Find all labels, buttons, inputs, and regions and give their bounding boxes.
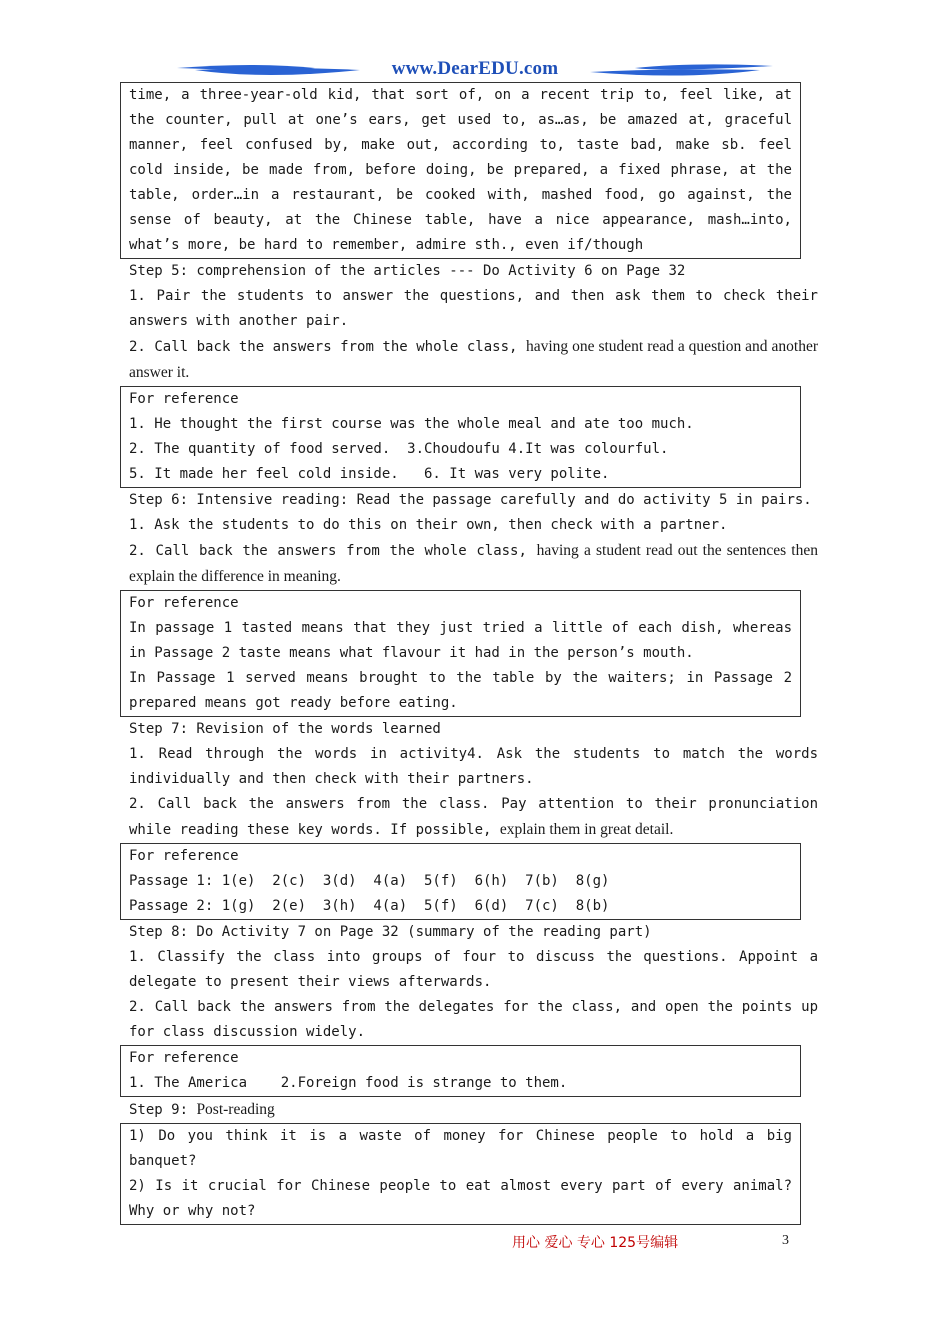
step5-title: Step 5: comprehension of the articles --- Do Activity 6 on Page 32 xyxy=(129,263,686,279)
reference-heading: For reference xyxy=(129,595,239,611)
step7-reference-box xyxy=(120,843,801,920)
step5-reference-box xyxy=(120,386,801,488)
vocabulary-text: time, a three-year-old kid, that sort of, on a recent trip to, feel like, at the counter, pull at one’s ears, get used to, as…as, be amazed at, graceful manner, feel confused by, make out, according to, taste bad, make sb. feel cold inside, be made from, before doing, be prepared, a fixed phrase, at the table, order…in a restaurant, be cooked with, mashed food, go against, the sense of beauty, at the Chinese table, have a nice appearance, mash…into, what’s more, be hard to remember, admire sth., even if/though xyxy=(129,87,792,253)
reference-answer: 1. He thought the first course was the whole meal and ate too much. xyxy=(129,416,694,432)
reference-answer: 2. The quantity of food served. 3.Choudoufu 4.It was colourful. xyxy=(129,441,669,457)
step7-title: Step 7: Revision of the words learned xyxy=(129,721,441,737)
step8-title: Step 8: Do Activity 7 on Page 32 (summary of the reading part) xyxy=(129,924,652,940)
step8-item2: 2. Call back the answers from the delegates for the class, and open the points up for class discussion widely. xyxy=(129,999,818,1040)
reference-answer: 5. It made her feel cold inside. 6. It was very polite. xyxy=(129,466,610,482)
vocabulary-box xyxy=(120,82,801,259)
step5-item1: 1. Pair the students to answer the questions, and then ask them to check their answers with another pair. xyxy=(129,288,818,329)
reference-answer: 1. The America 2.Foreign food is strange to them. xyxy=(129,1075,568,1091)
reference-answer: Passage 2: 1(g) 2(e) 3(h) 4(a) 5(f) 6(d) 7(c) 8(b) xyxy=(129,898,610,914)
step9-questions-box xyxy=(120,1123,801,1225)
step8-reference-box xyxy=(120,1045,801,1097)
site-logo-text: www.DearEDU.com xyxy=(391,58,559,79)
step6-item1: 1. Ask the students to do this on their own, then check with a partner. xyxy=(129,517,728,533)
footer-editor-note: 用心 爱心 专心 125号编辑 xyxy=(512,1235,679,1251)
step7-item1: 1. Read through the words in activity4. Ask the students to match the words individually and then check with their partners. xyxy=(129,746,818,787)
reference-heading: For reference xyxy=(129,848,239,864)
reference-paragraph: In Passage 1 served means brought to the table by the waiters; in Passage 2 prepared means got ready before eating. xyxy=(129,670,792,711)
step9-title: Step 9: Post-reading xyxy=(129,1101,275,1118)
step6-title: Step 6: Intensive reading: Read the passage carefully and do activity 5 in pairs. xyxy=(129,492,812,508)
discussion-question: 1) Do you think it is a waste of money for Chinese people to hold a big banquet? xyxy=(129,1128,792,1169)
reference-heading: For reference xyxy=(129,391,239,407)
document-body xyxy=(120,82,818,1225)
reference-paragraph: In passage 1 tasted means that they just tried a little of each dish, whereas in Passage 2 taste means what flavour it had in the person’s mouth. xyxy=(129,620,792,661)
page-header xyxy=(175,56,775,84)
step7-item2: 2. Call back the answers from the class. Pay attention to their pronunciation while reading these key words. If possible, explain them in great detail. xyxy=(129,796,818,838)
reference-heading: For reference xyxy=(129,1050,239,1066)
step8-item1: 1. Classify the class into groups of four to discuss the questions. Appoint a delegate to present their views afterwards. xyxy=(129,949,818,990)
reference-answer: Passage 1: 1(e) 2(c) 3(d) 4(a) 5(f) 6(h) 7(b) 8(g) xyxy=(129,873,610,889)
step6-reference-box xyxy=(120,590,801,717)
page-number: 3 xyxy=(782,1233,789,1248)
discussion-question: 2) Is it crucial for Chinese people to eat almost every part of every animal? Why or why not? xyxy=(129,1178,792,1219)
step5-item2: 2. Call back the answers from the whole class, having one student read a question and another answer it. xyxy=(129,338,818,381)
step6-item2: 2. Call back the answers from the whole class, having a student read out the sentences then explain the difference in meaning. xyxy=(129,542,818,585)
